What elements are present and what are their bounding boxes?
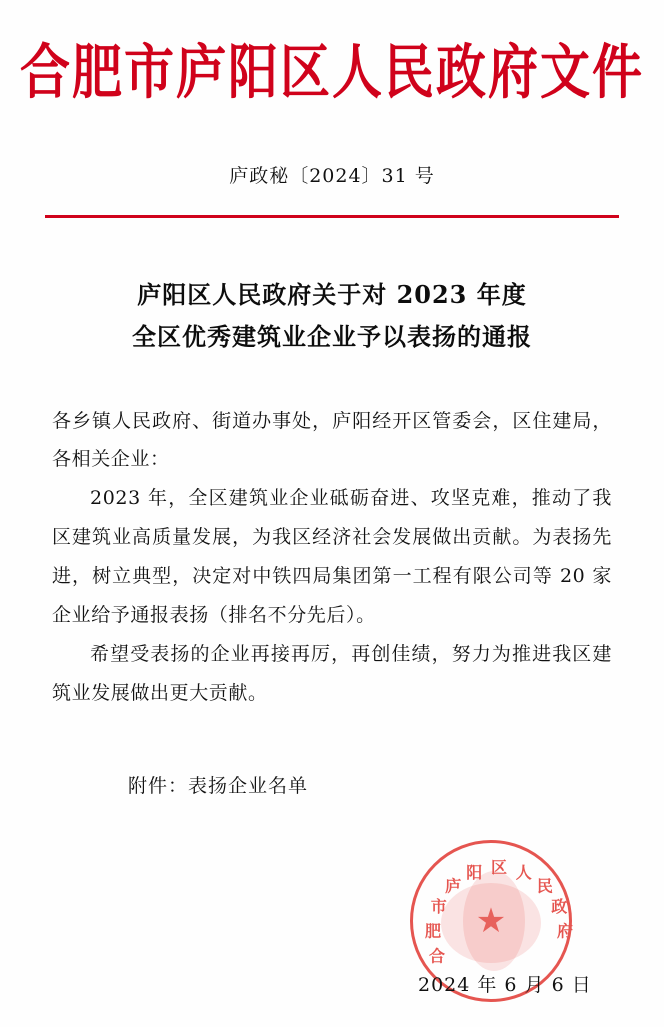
- red-divider-rule: [45, 215, 619, 218]
- masthead: [0, 0, 664, 107]
- seal-and-date-area: [0, 830, 664, 1020]
- issuing-authority-title: 合肥市庐阳区人民政府文件: [20, 37, 644, 107]
- document-title-line-2: 全区优秀建筑业企业予以表扬的通报: [132, 321, 532, 351]
- seal-star-icon: ★: [475, 901, 507, 941]
- attachment-note: 附件：表扬企业名单: [128, 775, 309, 797]
- document-number: 庐政秘〔2024〕31 号: [229, 164, 435, 187]
- body-paragraph-1: 2023 年，全区建筑业企业砥砺奋进、攻坚克难，推动了我区建筑业高质量发展，为我区经济社会发展做出贡献。为表扬先进，树立典型，决定对中铁四局集团第一工程有限公司等 20 家企业给予通报表扬（排名不分先后）。: [52, 487, 612, 627]
- seal-ring-text: 合 肥 市 庐 阳 区 人 民 政 府: [425, 858, 573, 966]
- document-body: [52, 402, 612, 714]
- document-title: [0, 274, 664, 358]
- salutation: 各乡镇人民政府、街道办事处，庐阳经开区管委会，区住建局，各相关企业：: [52, 409, 612, 471]
- document-title-line-1: 庐阳区人民政府关于对 2023 年度: [137, 279, 527, 309]
- issue-date: 2024 年 6 月 6 日: [418, 974, 592, 996]
- body-paragraph-2: 希望受表扬的企业再接再厉，再创佳绩，努力为推进我区建筑业发展做出更大贡献。: [52, 643, 612, 705]
